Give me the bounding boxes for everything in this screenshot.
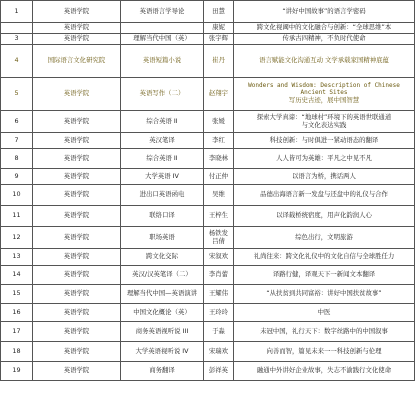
row-number-cell: 8: [1, 149, 33, 169]
college-cell: 英语学院: [33, 322, 121, 342]
row-number-cell: 10: [1, 185, 33, 206]
topic-cell: 人人皆可为英雄：平凡之中见不凡: [234, 149, 415, 169]
table-row: [1, 1, 415, 23]
topic-cell: 未冠中国，礼行天下：数字丝路中的中国叙事: [234, 322, 415, 342]
college-cell: 英语学院: [33, 149, 121, 169]
table-row: [1, 304, 415, 322]
table-row: [1, 133, 415, 149]
topic-cell: 以译载桥统宿度，用声化韵润人心: [234, 206, 415, 227]
topic-cell: 译路行健，译观天下一新闻文本翻译: [234, 266, 415, 285]
course-cell: 综合英语 II: [121, 111, 204, 133]
teacher-cell: 赵翔宇: [204, 78, 234, 111]
course-cell: 英汉笔译: [121, 133, 204, 149]
teacher-cell-line: 杨铁发: [208, 229, 229, 238]
table-row: [1, 362, 415, 381]
row-number-cell: 19: [1, 362, 33, 381]
topic-cell: 品德出海语言新一发盘与还盘中的礼仪与合作: [234, 185, 415, 206]
row-number-cell: 12: [1, 227, 33, 249]
teacher-cell: [204, 227, 234, 249]
topic-cell: [234, 111, 415, 133]
course-cell: 职场英语: [121, 227, 204, 249]
college-cell: 英语学院: [33, 185, 121, 206]
college-cell: 英语学院: [33, 342, 121, 362]
table-row: [1, 169, 415, 185]
college-cell: 英语学院: [33, 206, 121, 227]
table-row: [1, 266, 415, 285]
table-row: [1, 23, 415, 34]
teacher-cell: 付正仲: [204, 169, 234, 185]
college-cell: 英语学院: [33, 362, 121, 381]
row-number-cell: 14: [1, 266, 33, 285]
course-cell: 大学英语视听说 IV: [121, 342, 204, 362]
college-cell: 英语学院: [33, 111, 121, 133]
course-cell: 商务翻译: [121, 362, 204, 381]
topic-cell: 融通中外讲好企业故事，失志不渝践行文化使命: [234, 362, 415, 381]
teacher-cell: 崔丹: [204, 45, 234, 78]
teacher-cell-line: 吕倩: [212, 236, 225, 245]
course-cell: 大学英语 IV: [121, 169, 204, 185]
course-cell: [121, 23, 204, 34]
course-cell: 进出口英语函电: [121, 185, 204, 206]
teacher-cell: 康妮: [204, 23, 234, 34]
row-number-cell: 18: [1, 342, 33, 362]
topic-cell: [234, 78, 415, 111]
course-cell: 联络口译: [121, 206, 204, 227]
row-number-cell: 5: [1, 78, 33, 111]
course-cell: 理解当代中国—英语演讲: [121, 285, 204, 304]
topic-cell-line: 写历史古迹，展中国智慧: [288, 96, 360, 105]
teacher-cell: 宋瑞欢: [204, 342, 234, 362]
topic-cell: 中医: [234, 304, 415, 322]
college-cell: 英语学院: [33, 169, 121, 185]
row-number-cell: 1: [1, 1, 33, 23]
college-cell: 英语学院: [33, 249, 121, 266]
topic-cell: 以语言为桥，携话两人: [234, 169, 415, 185]
row-number-cell: 16: [1, 304, 33, 322]
teacher-cell: 李红: [204, 133, 234, 149]
row-number-cell: 15: [1, 285, 33, 304]
topic-cell: “讲好中国故事”的语言学密码: [234, 1, 415, 23]
row-number-cell: 6: [1, 111, 33, 133]
college-cell: 英语学院: [33, 23, 121, 34]
topic-cell: 礼尚往来：跨文化礼仪中的文化自信与全球胜任力: [234, 249, 415, 266]
teacher-cell: 王梓生: [204, 206, 234, 227]
topic-cell: 跨文化视阈中的文化融合与创新：“全球思维”本: [234, 23, 415, 34]
course-cell: 跨文化交际: [121, 249, 204, 266]
teacher-cell: 王耀伟: [204, 285, 234, 304]
topic-cell-line: 与文化表达实践: [301, 120, 347, 129]
teacher-cell: 吴维: [204, 185, 234, 206]
table-row: [1, 227, 415, 249]
topic-cell-line: 探索大学真谛：“地球村”环境下的英语世联通道: [256, 113, 392, 122]
row-number-cell: 9: [1, 169, 33, 185]
topic-cell: 语言赋能文化沟通互动 文学承载家国精神底蕴: [234, 45, 415, 78]
table-row: [1, 185, 415, 206]
teacher-cell: 张媛: [204, 111, 234, 133]
course-cell: 英语短篇小说: [121, 45, 204, 78]
table-row: [1, 111, 415, 133]
table-row: [1, 34, 415, 45]
row-number-cell: [1, 23, 33, 34]
table-row: [1, 45, 415, 78]
college-cell: 英语学院: [33, 133, 121, 149]
course-table-body: [1, 1, 415, 381]
table-row: [1, 342, 415, 362]
course-cell: 英语语言学导论: [121, 1, 204, 23]
teacher-cell: 田慧: [204, 1, 234, 23]
row-number-cell: 17: [1, 322, 33, 342]
course-cell: 理解当代中国（英）: [121, 34, 204, 45]
table-row: [1, 322, 415, 342]
college-cell: 英语学院: [33, 227, 121, 249]
table-row: [1, 149, 415, 169]
teacher-cell: 彭祥英: [204, 362, 234, 381]
college-cell: 英语学院: [33, 266, 121, 285]
teacher-cell: 于淼: [204, 322, 234, 342]
row-number-cell: 11: [1, 206, 33, 227]
table-row: [1, 78, 415, 111]
topic-cell: 传承古四精神，不负时代使命: [234, 34, 415, 45]
topic-cell: 向善而智，篇见未来一一科技创新与伦理: [234, 342, 415, 362]
college-cell: 英语学院: [33, 304, 121, 322]
teacher-cell: 宋叙欢: [204, 249, 234, 266]
course-cell: 英汉/汉英笔译（二）: [121, 266, 204, 285]
teacher-cell: 李肖蕾: [204, 266, 234, 285]
college-cell: 英语学院: [33, 1, 121, 23]
table-row: [1, 249, 415, 266]
topic-cell: 综色出行，文明旅游: [234, 227, 415, 249]
college-cell: 英语学院: [33, 78, 121, 111]
row-number-cell: 4: [1, 45, 33, 78]
topic-cell-line: Wonders and Wisdom: Description of Chinese: [248, 82, 400, 90]
topic-cell: “从扶贫到共同富裕：讲好中国扶贫故事”: [234, 285, 415, 304]
row-number-cell: 3: [1, 34, 33, 45]
college-cell: 英语学院: [33, 285, 121, 304]
teacher-cell: 李晓林: [204, 149, 234, 169]
row-number-cell: 13: [1, 249, 33, 266]
course-cell: 商务英语视听说 III: [121, 322, 204, 342]
college-cell: 英语学院: [33, 34, 121, 45]
college-cell: 国际语言文化研究院: [33, 45, 121, 78]
table-row: [1, 206, 415, 227]
course-cell: 英语写作（二）: [121, 78, 204, 111]
course-cell: 中国文化概论（英）: [121, 304, 204, 322]
teacher-cell: 王玲玲: [204, 304, 234, 322]
teacher-cell: 张宇辉: [204, 34, 234, 45]
table-row: [1, 285, 415, 304]
topic-cell-line: Ancient Sites: [300, 89, 348, 97]
course-cell: 综合英语 II: [121, 149, 204, 169]
topic-cell: 科技创新：与时俱进一紧动语态的翻译: [234, 133, 415, 149]
row-number-cell: 7: [1, 133, 33, 149]
